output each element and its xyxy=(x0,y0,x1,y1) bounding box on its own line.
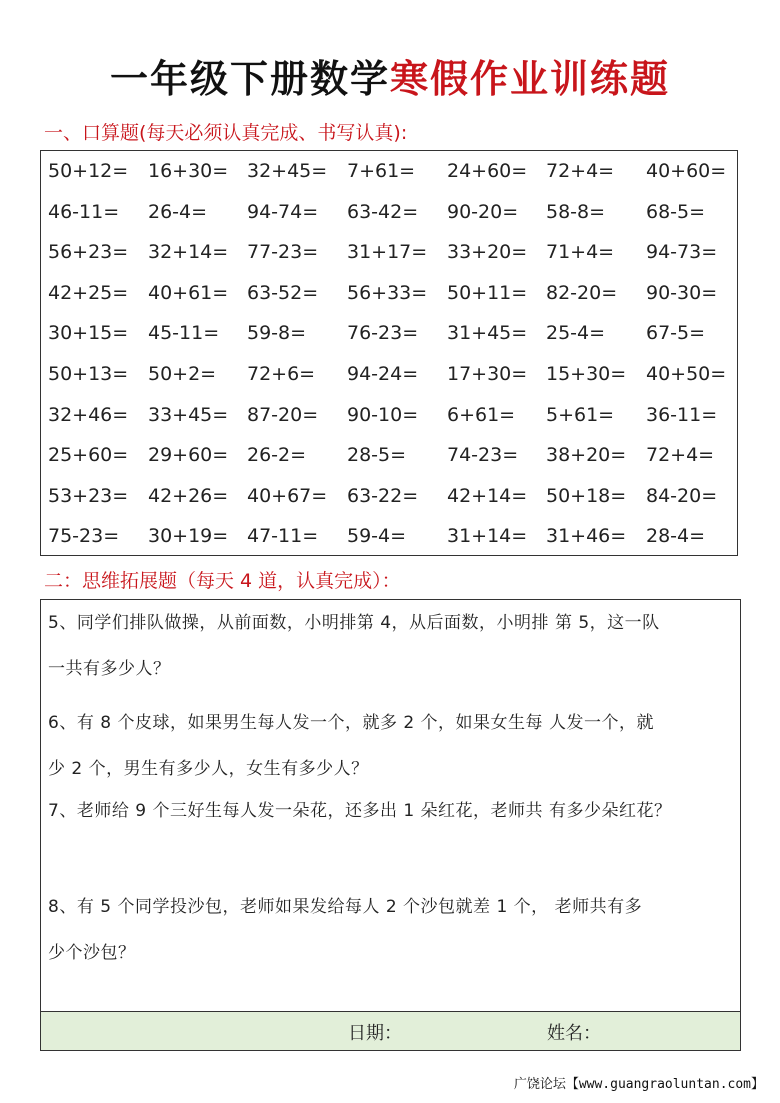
calc-item: 72+6= xyxy=(247,363,316,385)
mental-math-grid xyxy=(40,150,738,556)
calc-item: 90-10= xyxy=(347,403,419,426)
calc-item: 94-24= xyxy=(347,363,419,385)
calc-row xyxy=(41,241,737,271)
calc-item: 30+15= xyxy=(48,322,129,345)
calc-item: 72+4= xyxy=(646,444,715,467)
problem-line: 一共有多少人？ xyxy=(48,659,171,679)
calc-item: 94-74= xyxy=(247,200,319,223)
calc-item: 29+60= xyxy=(148,444,229,467)
name-label: 姓名： xyxy=(547,1023,601,1044)
calc-item: 25-4= xyxy=(546,322,606,345)
calc-item: 16+30= xyxy=(148,160,229,182)
calc-item: 75-23= xyxy=(48,525,120,548)
calc-item: 77-23= xyxy=(247,241,319,264)
calc-item: 84-20= xyxy=(646,484,718,507)
calc-item: 25+60= xyxy=(48,444,129,467)
calc-item: 15+30= xyxy=(546,363,627,385)
calc-item: 32+45= xyxy=(247,160,328,182)
signature-bar xyxy=(41,1011,740,1050)
calc-item: 94-73= xyxy=(646,241,718,264)
calc-item: 6+61= xyxy=(447,403,516,426)
calc-item: 31+17= xyxy=(347,241,428,264)
section-heading-mental-math: 一、口算题(每天必须认真完成、书写认真): xyxy=(44,122,408,144)
calc-row xyxy=(41,525,737,555)
calc-row xyxy=(41,444,737,474)
calc-row xyxy=(41,404,737,434)
calc-row xyxy=(41,160,737,190)
calc-item: 42+14= xyxy=(447,484,528,507)
calc-item: 59-4= xyxy=(347,525,407,548)
calc-item: 32+46= xyxy=(48,403,129,426)
calc-item: 50+12= xyxy=(48,160,129,182)
calc-item: 28-4= xyxy=(646,525,706,548)
calc-item: 26-2= xyxy=(247,444,307,467)
calc-item: 67-5= xyxy=(646,322,706,345)
calc-item: 59-8= xyxy=(247,322,307,345)
calc-item: 90-20= xyxy=(447,200,519,223)
problem-line: 6、有 8 个皮球，如果男生每人发一个，就多 2 个，如果女生每 人发一个，就 xyxy=(48,713,654,733)
calc-item: 50+11= xyxy=(447,281,528,304)
calc-item: 5+61= xyxy=(546,403,615,426)
problem-line: 7、老师给 9 个三好生每人发一朵花，还多出 1 朵红花，老师共 有多少朵红花？ xyxy=(48,801,672,821)
calc-item: 90-30= xyxy=(646,281,718,304)
calc-item: 56+23= xyxy=(48,241,129,264)
calc-item: 40+61= xyxy=(148,281,229,304)
calc-item: 28-5= xyxy=(347,444,407,467)
problem-line: 少个沙包？ xyxy=(48,943,136,963)
problem-6 xyxy=(48,700,736,792)
problem-5 xyxy=(48,600,736,692)
calc-item: 31+45= xyxy=(447,322,528,345)
calc-item: 50+13= xyxy=(48,363,129,385)
calc-item: 63-42= xyxy=(347,200,419,223)
calc-item: 56+33= xyxy=(347,281,428,304)
problem-line: 5、同学们排队做操，从前面数，小明排第 4，从后面数，小明排 第 5，这一队 xyxy=(48,613,660,633)
calc-item: 32+14= xyxy=(148,241,229,264)
calc-item: 31+14= xyxy=(447,525,528,548)
calc-row xyxy=(41,322,737,352)
calc-row xyxy=(41,282,737,312)
calc-item: 45-11= xyxy=(148,322,220,345)
calc-item: 24+60= xyxy=(447,160,528,182)
word-problems-box xyxy=(40,599,741,1051)
calc-item: 68-5= xyxy=(646,200,706,223)
calc-item: 38+20= xyxy=(546,444,627,467)
calc-row xyxy=(41,485,737,515)
calc-item: 40+67= xyxy=(247,484,328,507)
calc-item: 30+19= xyxy=(148,525,229,548)
calc-item: 7+61= xyxy=(347,160,416,182)
calc-item: 87-20= xyxy=(247,403,319,426)
calc-item: 36-11= xyxy=(646,403,718,426)
page-title xyxy=(0,48,780,103)
calc-item: 40+50= xyxy=(646,363,727,385)
calc-item: 63-22= xyxy=(347,484,419,507)
calc-item: 42+26= xyxy=(148,484,229,507)
problem-7 xyxy=(48,788,736,834)
watermark: 广饶论坛【www.guangraoluntan.com】 xyxy=(513,1077,764,1092)
calc-item: 72+4= xyxy=(546,160,615,182)
calc-item: 42+25= xyxy=(48,281,129,304)
section-heading-thinking: 二：思维拓展题（每天 4 道，认真完成）： xyxy=(44,570,401,592)
calc-item: 33+45= xyxy=(148,403,229,426)
calc-row xyxy=(41,363,737,393)
calc-item: 40+60= xyxy=(646,160,727,182)
calc-item: 50+2= xyxy=(148,363,217,385)
date-label: 日期： xyxy=(348,1023,402,1044)
calc-item: 31+46= xyxy=(546,525,627,548)
calc-item: 63-52= xyxy=(247,281,319,304)
calc-item: 46-11= xyxy=(48,200,120,223)
calc-row xyxy=(41,201,737,231)
calc-item: 53+23= xyxy=(48,484,129,507)
calc-item: 76-23= xyxy=(347,322,419,345)
calc-item: 26-4= xyxy=(148,200,208,223)
calc-item: 74-23= xyxy=(447,444,519,467)
calc-item: 47-11= xyxy=(247,525,319,548)
calc-item: 82-20= xyxy=(546,281,618,304)
calc-item: 58-8= xyxy=(546,200,606,223)
calc-item: 71+4= xyxy=(546,241,615,264)
calc-item: 33+20= xyxy=(447,241,528,264)
calc-item: 17+30= xyxy=(447,363,528,385)
problem-8 xyxy=(48,884,736,976)
problem-line: 少 2 个，男生有多少人，女生有多少人？ xyxy=(48,759,369,779)
title-part-black: 一年级下册数学 xyxy=(109,57,390,101)
title-part-red: 寒假作业训练题 xyxy=(390,57,671,101)
calc-item: 50+18= xyxy=(546,484,627,507)
problem-line: 8、有 5 个同学投沙包，老师如果发给每人 2 个沙包就差 1 个， 老师共有多 xyxy=(48,897,643,917)
